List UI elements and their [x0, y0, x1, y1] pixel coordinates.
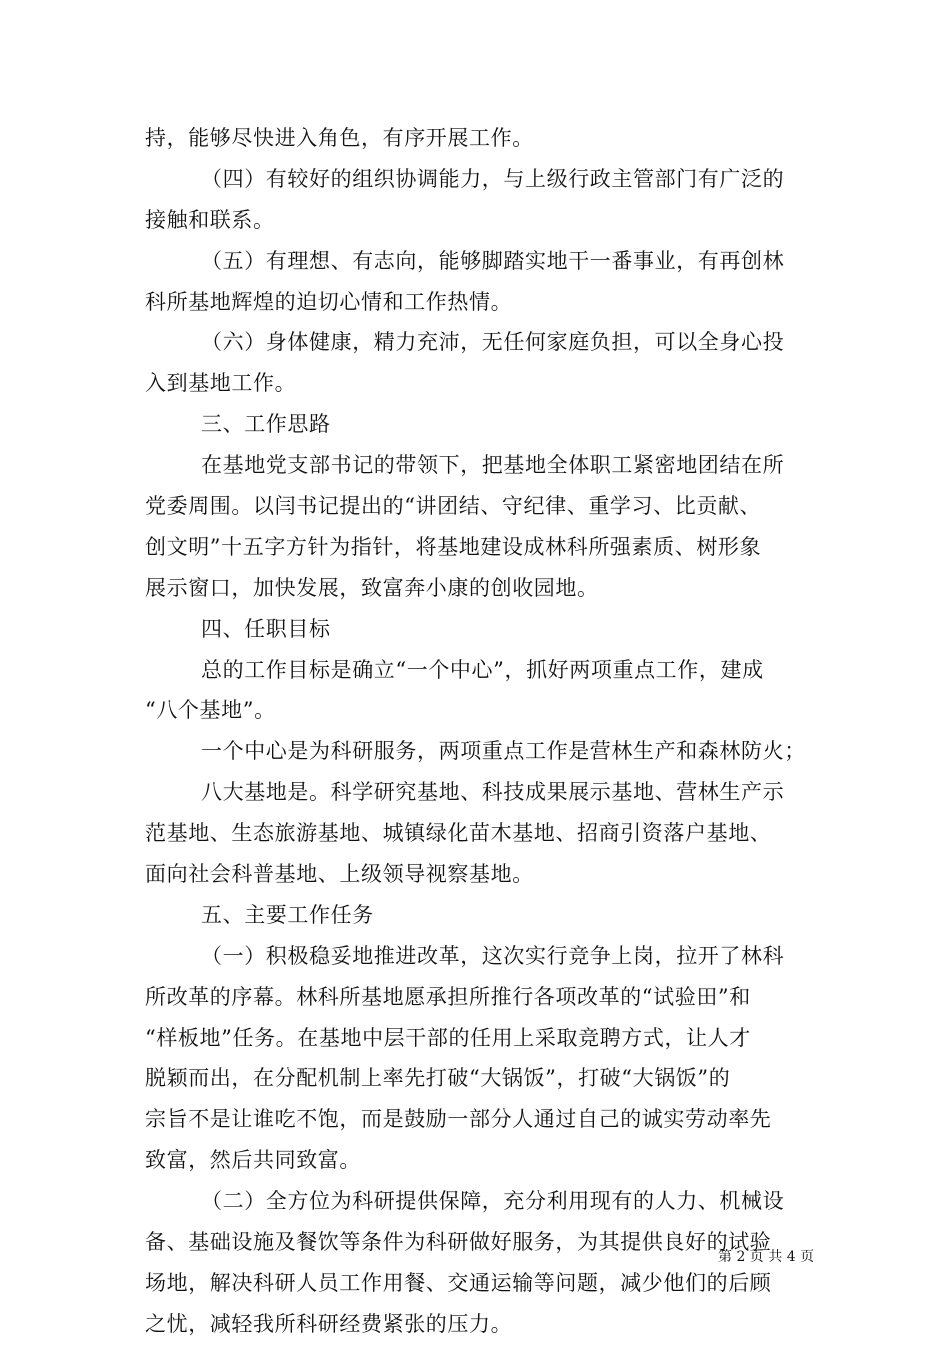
text-line: 党委周围。以闫书记提出的“讲团结、守纪律、重学习、比贡献、	[145, 494, 762, 519]
text-line: 一个中心是为科研服务，两项重点工作是营林生产和森林防火；	[201, 739, 806, 764]
text-line: 致富，然后共同致富。	[145, 1148, 361, 1173]
text-line: （五）有理想、有志向，能够脚踏实地干一番事业，有再创林	[201, 248, 785, 273]
document-body	[145, 118, 810, 1345]
text-line: （六）身体健康，精力充沛，无任何家庭负担，可以全身心投	[201, 330, 785, 355]
text-line: （一）积极稳妥地推进改革，这次实行竞争上岗，拉开了林科	[201, 943, 785, 968]
page-number-footer: 第 2 页 共 4 页	[718, 1249, 815, 1265]
text-line: 范基地、生态旅游基地、城镇绿化苗木基地、招商引资落户基地、	[145, 821, 772, 846]
text-line: 创文明”十五字方针为指针，将基地建设成林科所强素质、树形象	[145, 534, 762, 559]
text-line: 脱颖而出，在分配机制上率先打破“大锅饭”，打破“大锅饭”的	[145, 1066, 731, 1091]
text-line: 四、任职目标	[201, 616, 331, 641]
text-line: 五、主要工作任务	[201, 902, 374, 927]
text-line: 八大基地是。科学研究基地、科技成果展示基地、营林生产示	[201, 780, 785, 805]
text-line: 科所基地辉煌的迫切心情和工作热情。	[145, 289, 513, 314]
text-line: 入到基地工作。	[145, 371, 297, 396]
text-line: 在基地党支部书记的带领下，把基地全体职工紧密地团结在所	[201, 453, 785, 478]
text-line: （四）有较好的组织协调能力，与上级行政主管部门有广泛的	[201, 166, 785, 191]
text-line: 宗旨不是让谁吃不饱，而是鼓励一部分人通过自己的诚实劳动率先	[145, 1107, 772, 1132]
text-line: 总的工作目标是确立“一个中心”，抓好两项重点工作，建成	[201, 657, 764, 682]
text-line: 展示窗口，加快发展，致富奔小康的创收园地。	[145, 575, 599, 600]
text-line: 面向社会科普基地、上级领导视察基地。	[145, 862, 534, 887]
text-line: （二）全方位为科研提供保障，充分利用现有的人力、机械设	[201, 1189, 785, 1214]
text-line: 之忧，减轻我所科研经费紧张的压力。	[145, 1311, 513, 1336]
text-line: 所改革的序幕。林科所基地愿承担所推行各项改革的“试验田”和	[145, 984, 751, 1009]
text-line: 持，能够尽快进入角色，有序开展工作。	[145, 126, 534, 150]
text-line: 接触和联系。	[145, 207, 275, 232]
text-line: “样板地”任务。在基地中层干部的任用上采取竞聘方式，让人才	[145, 1025, 751, 1050]
text-line: 备、基础设施及餐饮等条件为科研做好服务，为其提供良好的试验	[145, 1230, 772, 1255]
text-line: 三、工作思路	[201, 412, 331, 437]
text-line: 场地，解决科研人员工作用餐、交通运输等问题，减少他们的后顾	[145, 1270, 772, 1295]
text-line: “八个基地”。	[145, 698, 276, 723]
